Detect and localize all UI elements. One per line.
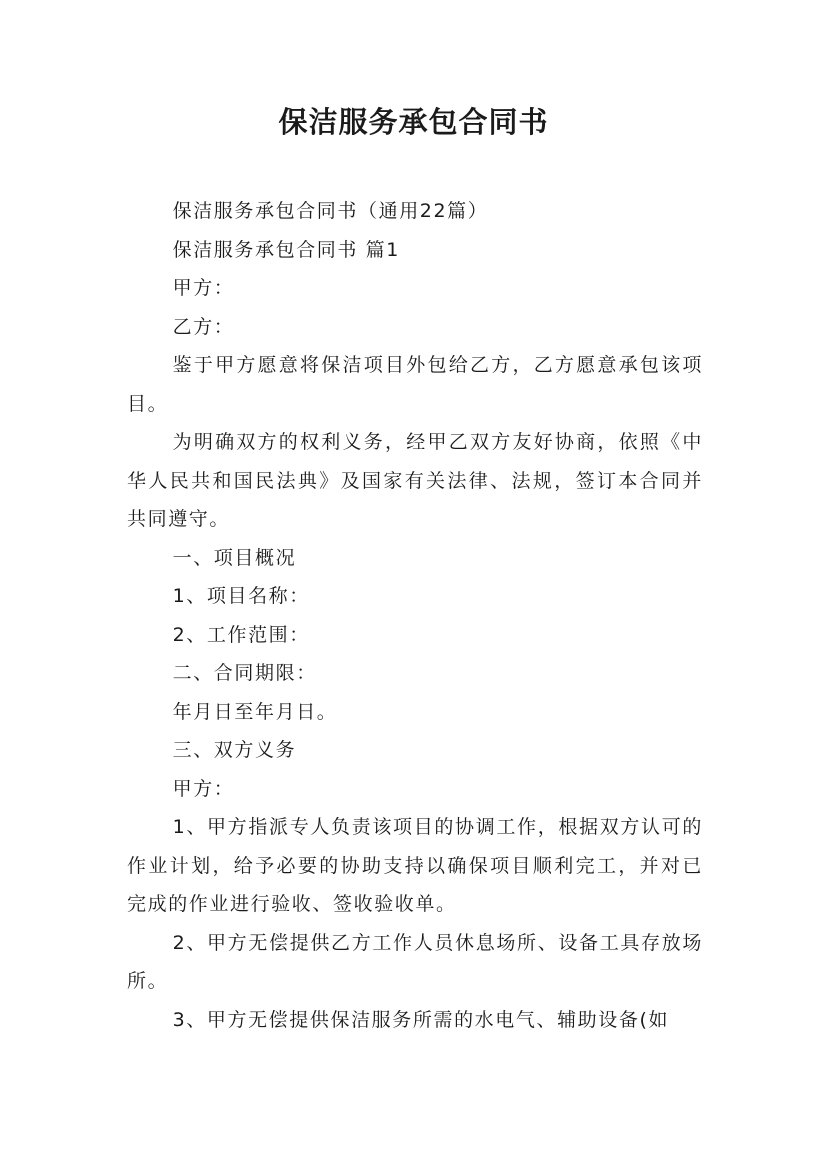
paragraph-work-scope: 2、工作范围： [172, 623, 310, 646]
paragraph-heading-section: 保洁服务承包合同书 篇1 [172, 238, 400, 261]
paragraph-section-2: 二、合同期限： [172, 662, 317, 684]
paragraph-purpose: 为明确双方的权利义务，经甲乙双方友好协商，依照《中华人民共和国民法典》及国家有关法律、法规，签订本合同并共同遵守。 [127, 431, 703, 530]
paragraph-section-1: 一、项目概况 [172, 546, 297, 569]
paragraph-term-dates: 年月日至年月日。 [172, 700, 338, 723]
paragraph-duty-1: 1、甲方指派专人负责该项目的协调工作，根据双方认可的作业计划，给予必要的协助支持以确保项目顺利完工，并对已完成的作业进行验收、签收验收单。 [127, 816, 703, 915]
paragraph-intent: 鉴于甲方愿意将保洁项目外包给乙方，乙方愿意承包该项目。 [127, 354, 703, 415]
document-body [127, 192, 703, 1039]
paragraph-duty-2: 2、甲方无偿提供乙方工作人员休息场所、设备工具存放场所。 [127, 931, 703, 992]
paragraph-section-3: 三、双方义务 [172, 739, 297, 761]
paragraph-heading-main: 保洁服务承包合同书（通用22篇） [172, 200, 489, 222]
paragraph-party-b: 乙方： [172, 315, 235, 338]
paragraph-party-a: 甲方： [172, 277, 235, 299]
document-title: 保洁服务承包合同书 [278, 105, 549, 139]
paragraph-duty-3: 3、甲方无偿提供保洁服务所需的水电气、辅助设备(如 [172, 1008, 670, 1031]
paragraph-party-a-duties: 甲方： [172, 777, 235, 800]
paragraph-project-name: 1、项目名称： [172, 585, 310, 607]
